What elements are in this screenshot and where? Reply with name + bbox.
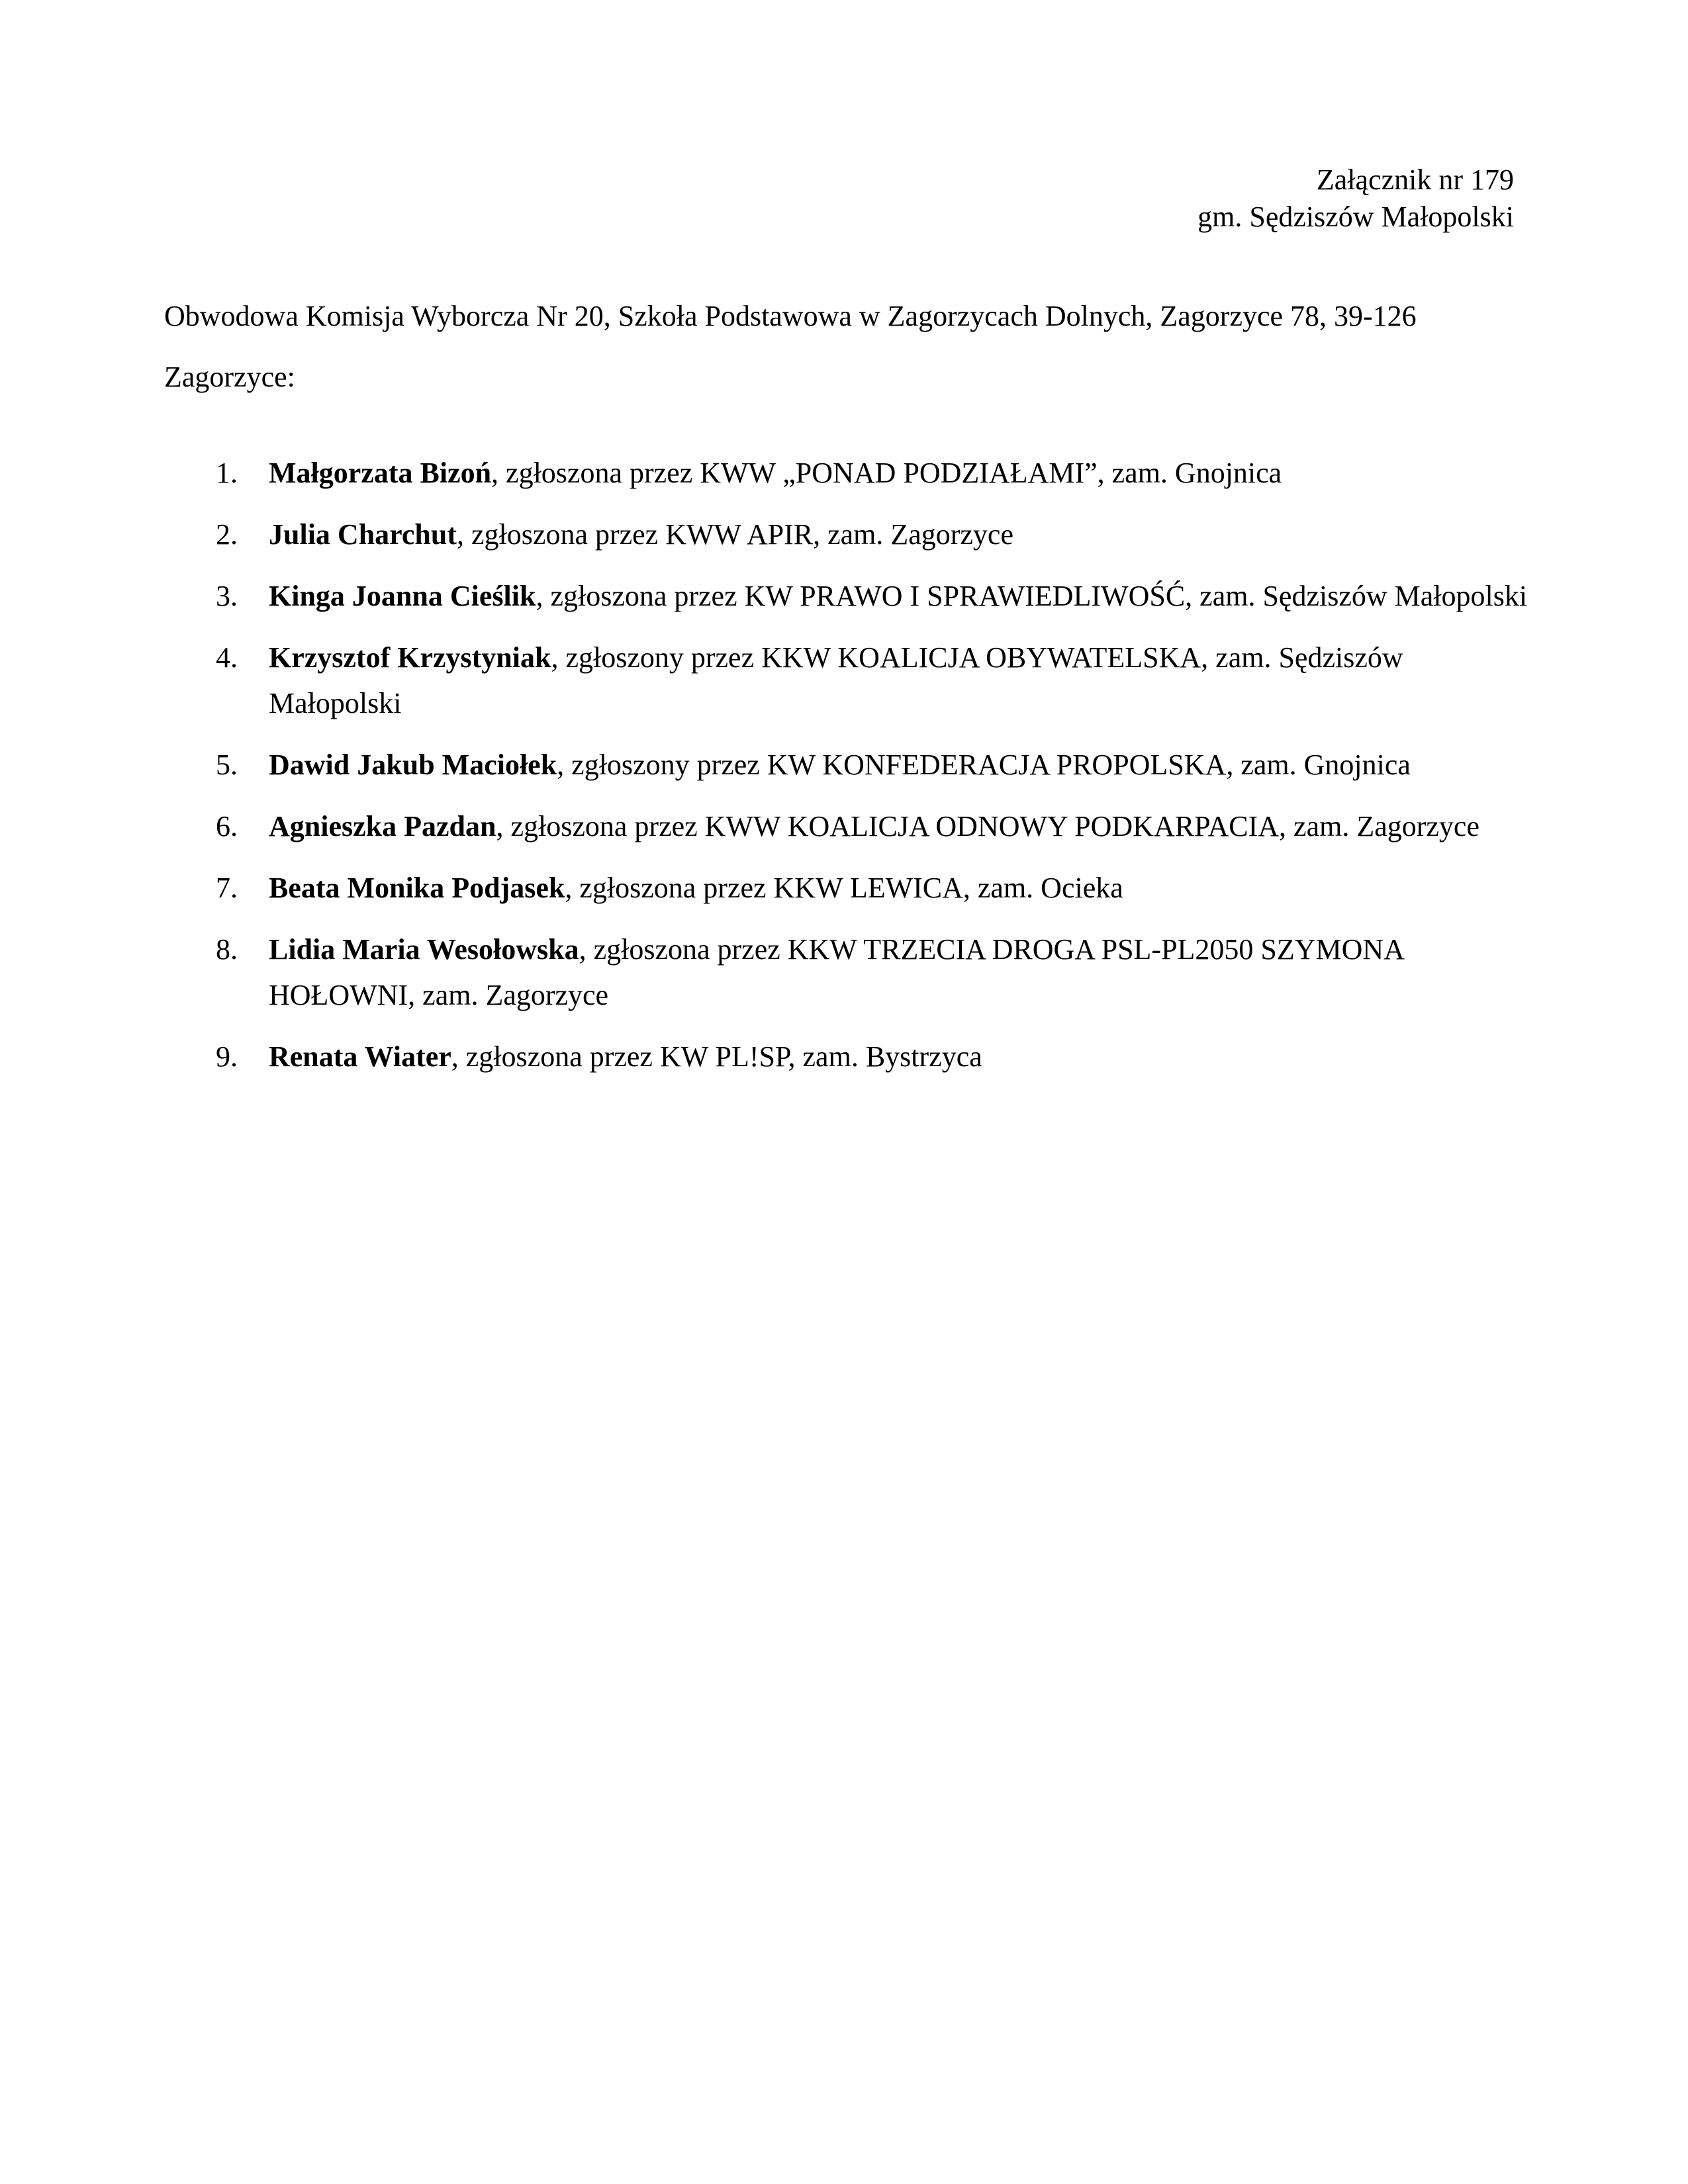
member-details: , zgłoszony przez KKW KOALICJA OBYWATELSKA, zam. Sędziszów Małopolski	[269, 641, 1403, 719]
attachment-number: Załącznik nr 179	[1316, 163, 1514, 196]
item-number: 5.	[216, 749, 238, 781]
document-header	[1197, 161, 1514, 236]
member-name: Dawid Jakub Maciołek	[269, 749, 557, 781]
item-number: 7.	[216, 872, 238, 904]
member-details: , zgłoszona przez KKW TRZECIA DROGA PSL-PL2050 SZYMONA HOŁOWNI, zam. Zagorzyce	[269, 933, 1403, 1011]
list-item	[164, 1034, 1528, 1079]
member-details: , zgłoszona przez KWW APIR, zam. Zagorzyce	[457, 518, 1013, 551]
member-details: , zgłoszona przez KWW KOALICJA ODNOWY PODKARPACIA, zam. Zagorzyce	[496, 810, 1479, 842]
member-name: Kinga Joanna Cieślik	[269, 580, 536, 612]
list-item	[164, 573, 1528, 619]
member-details: , zgłoszony przez KW KONFEDERACJA PROPOLSKA, zam. Gnojnica	[557, 749, 1411, 781]
list-item	[164, 927, 1528, 1018]
item-number: 9.	[216, 1040, 238, 1073]
member-name: Julia Charchut	[269, 518, 457, 551]
item-number: 3.	[216, 580, 238, 612]
member-details: , zgłoszona przez KKW LEWICA, zam. Ocieka	[565, 872, 1123, 904]
list-item	[164, 635, 1528, 726]
list-item	[164, 803, 1528, 849]
member-details: , zgłoszona przez KW PL!SP, zam. Bystrzyca	[451, 1040, 982, 1073]
member-details: , zgłoszona przez KW PRAWO I SPRAWIEDLIWOŚĆ, zam. Sędziszów Małopolski	[536, 580, 1528, 612]
member-name: Beata Monika Podjasek	[269, 872, 565, 904]
item-number: 1.	[216, 457, 238, 489]
item-number: 6.	[216, 810, 238, 842]
list-item	[164, 450, 1528, 496]
item-number: 2.	[216, 518, 238, 551]
member-name: Renata Wiater	[269, 1040, 451, 1073]
list-item	[164, 742, 1528, 788]
member-name: Lidia Maria Wesołowska	[269, 933, 579, 966]
list-item	[164, 512, 1528, 557]
list-item	[164, 865, 1528, 911]
member-details: , zgłoszona przez KWW „PONAD PODZIAŁAMI”, zam. Gnojnica	[491, 457, 1282, 489]
item-number: 4.	[216, 641, 238, 674]
member-name: Małgorzata Bizoń	[269, 457, 492, 489]
member-list	[164, 450, 1528, 1095]
item-number: 8.	[216, 933, 238, 966]
member-name: Krzysztof Krzystyniak	[269, 641, 551, 674]
commission-heading: Obwodowa Komisja Wyborcza Nr 20, Szkoła Podstawowa w Zagorzycach Dolnych, Zagorzyce 78, 39-126 Zagorzyce:	[164, 300, 1417, 393]
municipality-name: gm. Sędziszów Małopolski	[1197, 201, 1514, 233]
member-name: Agnieszka Pazdan	[269, 810, 496, 842]
